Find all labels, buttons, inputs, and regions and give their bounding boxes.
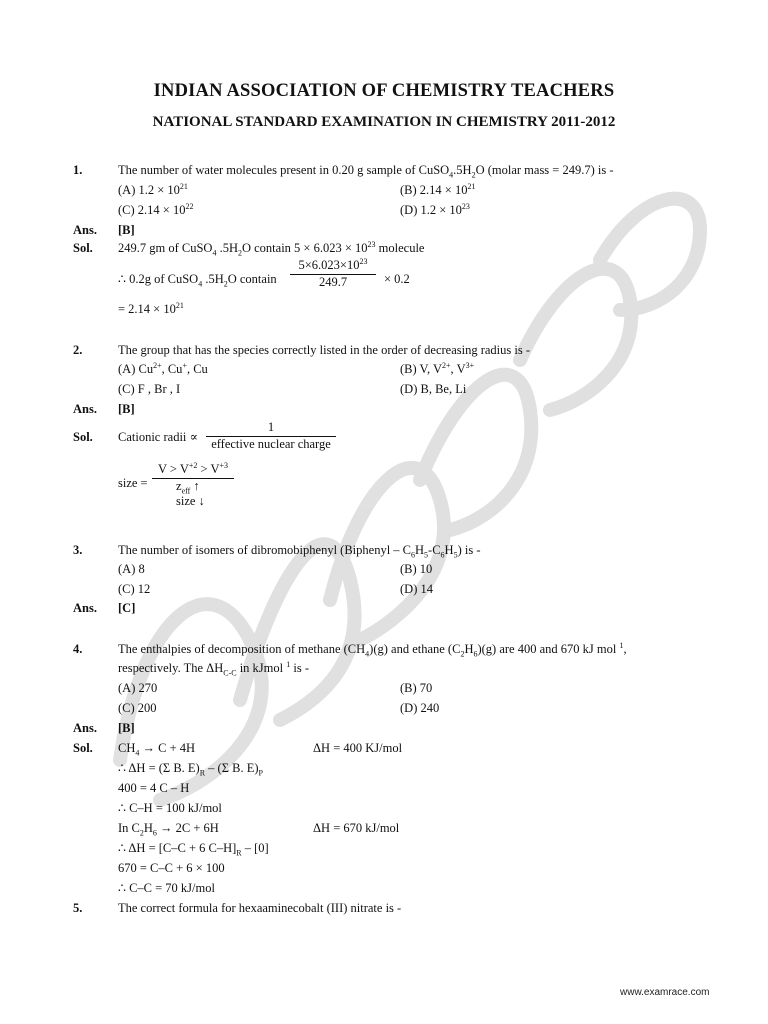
fraction-denominator: 249.7: [290, 274, 376, 291]
solution-line: 670 = C–C + 6 × 100: [118, 861, 225, 875]
zeff-label: $z_{eff}$ ↑: [152, 478, 234, 495]
option-a: (A) 270: [118, 681, 158, 695]
fraction: [290, 258, 376, 290]
option-c: (C) 200: [118, 701, 157, 715]
answer-value: [B]: [118, 223, 135, 237]
page-subtitle: NATIONAL STANDARD EXAMINATION IN CHEMISTRY 2011-2012: [152, 114, 616, 130]
question-text: The enthalpies of decomposition of methane $(CH_4)(g)$ and ethane $(C_2H_6)(g)$ are 400 and 670 kJ mol $^1$,: [118, 640, 627, 659]
solution-line: Cationic radii ∝: [118, 430, 198, 444]
solution-label: Sol.: [73, 741, 93, 755]
option-b: (B) $2.14 \times 10^{21}$: [400, 181, 476, 197]
answer-value: [C]: [118, 601, 136, 615]
option-d: (D) 240: [400, 701, 440, 715]
fraction-numerator: 1: [267, 420, 275, 434]
solution-line: In $C_2H_6 \to 2C + 6H$: [118, 821, 219, 838]
footer-site-url: www.examrace.com: [620, 987, 710, 998]
fraction-denominator: effective nuclear charge: [206, 436, 336, 453]
option-d: (D) B, Be, Li: [400, 382, 467, 396]
answer-label: Ans.: [73, 601, 97, 615]
option-b: (B) V, $V^{2+}$, $V^{3+}$: [400, 360, 475, 376]
question-number: 3.: [73, 543, 83, 557]
solution-line: ∴ 0.2g of CuSO$_4$ $.5H_2O$ contain: [118, 272, 277, 289]
question-text: The number of isomers of dibromobiphenyl (Biphenyl – $C_6H_5-C_6H_5$) is -: [118, 543, 481, 560]
option-c: (C) F , Br , I: [118, 382, 181, 396]
solution-line: ∴ ΔH = [C–C + 6 $C-H]_R - [0]$: [118, 841, 269, 858]
size-order: $V > V^{+2} > V^{+3}$: [157, 460, 229, 476]
option-a: (A) 8: [118, 562, 145, 576]
page-title: INDIAN ASSOCIATION OF CHEMISTRY TEACHERS: [153, 81, 615, 101]
option-d: (D) $1.2 \times 10^{23}$: [400, 201, 470, 217]
solution-line: ∴ C–C = 70 kJ/mol: [118, 881, 215, 895]
solution-line: ∴ ΔH = (Σ B. $E)_R - (\Sigma$ B. $E)_P$: [118, 761, 263, 778]
question-number: 1.: [73, 163, 83, 177]
solution-line: ∴ C–H = 100 kJ/mol: [118, 801, 222, 815]
solution-line: 400 = 4 C – H: [118, 781, 190, 795]
question-text: respectively. The $\Delta H_{C-C}$ in kJmol $^1$ is -: [118, 659, 309, 678]
answer-value: [B]: [118, 721, 135, 735]
size-label: size =: [118, 476, 148, 490]
answer-label: Ans.: [73, 721, 97, 735]
answer-value: [B]: [118, 402, 135, 416]
option-c: (C) 12: [118, 582, 151, 596]
question-number: 5.: [73, 901, 83, 915]
question-number: 2.: [73, 343, 83, 357]
fraction-numerator: $5\times 6.023\times 10^{23}$: [298, 256, 368, 272]
fraction: [206, 420, 336, 452]
answer-label: Ans.: [73, 223, 97, 237]
solution-line: 249.7 gm of CuSO$_4$ $.5H_2O$ contain $5 \times 6.023 \times 10^{23}$ molecule: [118, 239, 425, 258]
solution-label: Sol.: [73, 430, 93, 444]
answer-label: Ans.: [73, 402, 97, 416]
size-decrease: size ↓: [176, 494, 205, 509]
option-b: (B) 10: [400, 562, 433, 576]
option-a: (A) $1.2 \times 10^{21}$: [118, 181, 188, 197]
option-d: (D) 14: [400, 582, 433, 596]
solution-line: = $2.14 \times 10^{21}$: [118, 300, 184, 316]
fraction: [152, 462, 234, 510]
option-c: (C) $2.14 \times 10^{22}$: [118, 201, 194, 217]
question-number: 4.: [73, 642, 83, 656]
solution-line: × 0.2: [384, 272, 410, 286]
option-b: (B) 70: [400, 681, 433, 695]
question-text: The number of water molecules present in 0.20 g sample of $CuSO_4.5H_2O$ (molar mass = 249.7) is -: [118, 163, 614, 180]
enthalpy-value: ΔH = 400 KJ/mol: [313, 741, 403, 755]
option-a: (A) $Cu^{2+}$, Cu+, Cu: [118, 360, 208, 376]
solution-label: Sol.: [73, 241, 93, 255]
enthalpy-value: ΔH = 670 kJ/mol: [313, 821, 400, 835]
solution-line: $CH_4 \to C + 4H$: [118, 741, 196, 758]
question-text: The correct formula for hexaaminecobalt (III) nitrate is -: [118, 901, 402, 915]
question-text: The group that has the species correctly listed in the order of decreasing radius is -: [118, 343, 531, 357]
